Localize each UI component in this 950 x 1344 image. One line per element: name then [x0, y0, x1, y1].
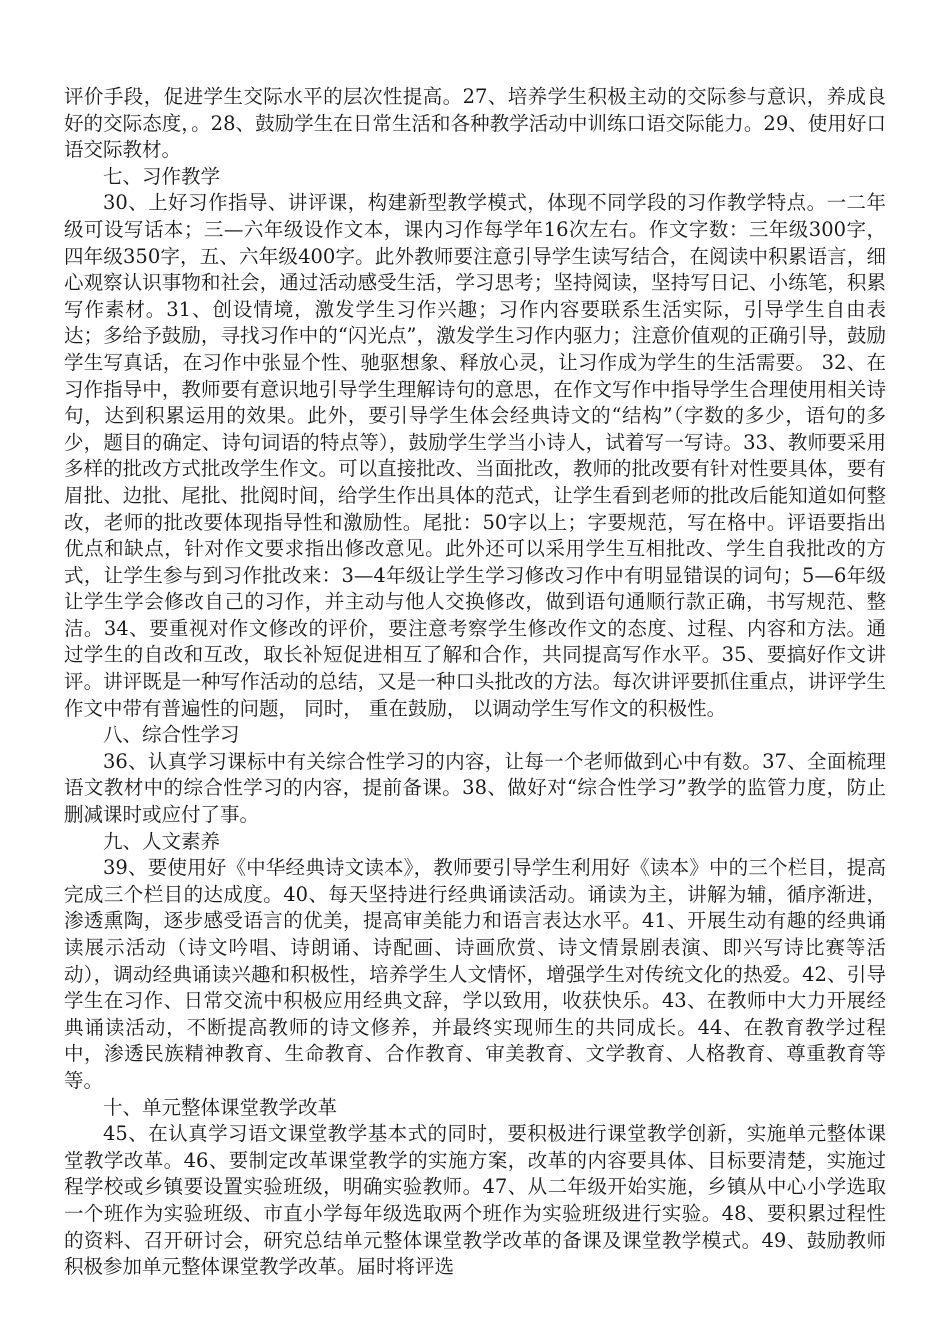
- paragraph-writing: 30、上好习作指导、讲评课，构建新型教学模式，体现不同学段的习作教学特点。一二年级可设写话本；三—六年级设作文本，课内习作每学年16次左右。作文字数：三年级300字，四年级350字，五、六年级400字。此外教师要注意引导学生读写结合，在阅读中积累语言，细心观察认识事物和社会，通过活动感受生活，学习思考；坚持阅读，坚持写日记、小练笔，积累写作素材。31、创设情境，激发学生习作兴趣；习作内容要联系生活实际，引导学生自由表达；多给予鼓励，寻找习作中的“闪光点”，激发学生习作内驱力；注意价值观的正确引导，鼓励学生写真话，在习作中张显个性、驰驱想象、释放心灵，让习作成为学生的生活需要。 32、在习作指导中，教师要有意识地引导学生理解诗句的意思，在作文写作中指导学生合理使用相关诗句，达到积累运用的效果。此外，要引导学生体会经典诗文的“结构”（字数的多少，语句的多少，题目的确定、诗句词语的特点等），鼓励学生学当小诗人，试着写一写诗。33、教师要采用多样的批改方式批改学生作文。可以直接批改、当面批改，教师的批改要有针对性要具体，要有眉批、边批、尾批、批阅时间，给学生作出具体的范式，让学生看到老师的批改后能知道如何整改，老师的批改要体现指导性和激励性。尾批：50字以上；字要规范，写在格中。评语要指出优点和缺点，针对作文要求指出修改意见。此外还可以采用学生互相批改、学生自我批改的方式，让学生参与到习作批改来：3—4年级让学生学习修改习作中有明显错误的词句；5—6年级让学生学会修改自己的习作，并主动与他人交换修改，做到语句通顺行款正确，书写规范、整洁。34、要重视对作文修改的评价，要注意考察学生修改作文的态度、过程、内容和方法。通过学生的自改和互改，取长补短促进相互了解和合作，共同提高写作水平。35、要搞好作文讲评。讲评既是一种写作活动的总结，又是一种口头批改的方法。每次讲评要抓住重点，讲评学生作文中带有普遍性的问题， 同时， 重在鼓励， 以调动学生写作文的积极性。: [64, 191, 886, 720]
- document-page: [64, 84, 886, 1281]
- section-heading-writing: 七、习作教学: [103, 164, 221, 188]
- paragraph-humanities: 39、要使用好《中华经典诗文读本》，教师要引导学生利用好《读本》中的三个栏目，提高完成三个栏目的达成度。40、每天坚持进行经典诵读活动。诵读为主，讲解为辅，循序渐进，渗透熏陶，逐步感受语言的优美，提高审美能力和语言表达水平。41、开展生动有趣的经典诵读展示活动（诗文吟唱、诗朗诵、诗配画、诗画欣赏、诗文情景剧表演、即兴写诗比赛等活动），调动经典诵读兴趣和积极性，培养学生人文情怀，增强学生对传统文化的热爱。42、引导学生在习作、日常交流中积极应用经典文辞，学以致用，收获快乐。43、在教师中大力开展经典诵读活动，不断提高教师的诗文修养，并最终实现师生的共同成长。44、在教育教学过程中，渗透民族精神教育、生命教育、合作教育、审美教育、文学教育、人格教育、尊重教育等等。: [64, 856, 886, 1092]
- section-heading-integrated-learning: 八、综合性学习: [103, 723, 240, 747]
- paragraph-integrated-learning: 36、认真学习课标中有关综合性学习的内容，让每一个老师做到心中有数。37、全面梳理语文教材中的综合性学习的内容，提前备课。38、做好对“综合性学习”教学的监管力度，防止删减课时或应付了事。: [64, 749, 886, 827]
- paragraph-speaking-continuation: 评价手段，促进学生交际水平的层次性提高。27、培养学生积极主动的交际参与意识，养成良好的交际态度，。28、鼓励学生在日常生活和各种教学活动中训练口语交际能力。29、使用好口语交际教材。: [64, 85, 886, 162]
- section-heading-humanities: 九、人文素养: [103, 829, 221, 853]
- paragraph-unit-reform: 45、在认真学习语文课堂教学基本式的同时，要积极进行课堂教学创新，实施单元整体课堂教学改革。46、要制定改革课堂教学的实施方案，改革的内容要具体、目标要清楚，实施过程学校或乡镇要设置实验班级，明确实验教师。47、从二年级开始实施，乡镇从中心小学选取一个班作为实验班级、市直小学每年级选取两个班作为实验班级进行实验。48、要积累过程性的资料、召开研讨会，研究总结单元整体课堂教学改革的备课及课堂教学模式。49、鼓励教师积极参加单元整体课堂教学改革。届时将评选: [64, 1122, 886, 1279]
- section-heading-unit-reform: 十、单元整体课堂教学改革: [103, 1095, 338, 1119]
